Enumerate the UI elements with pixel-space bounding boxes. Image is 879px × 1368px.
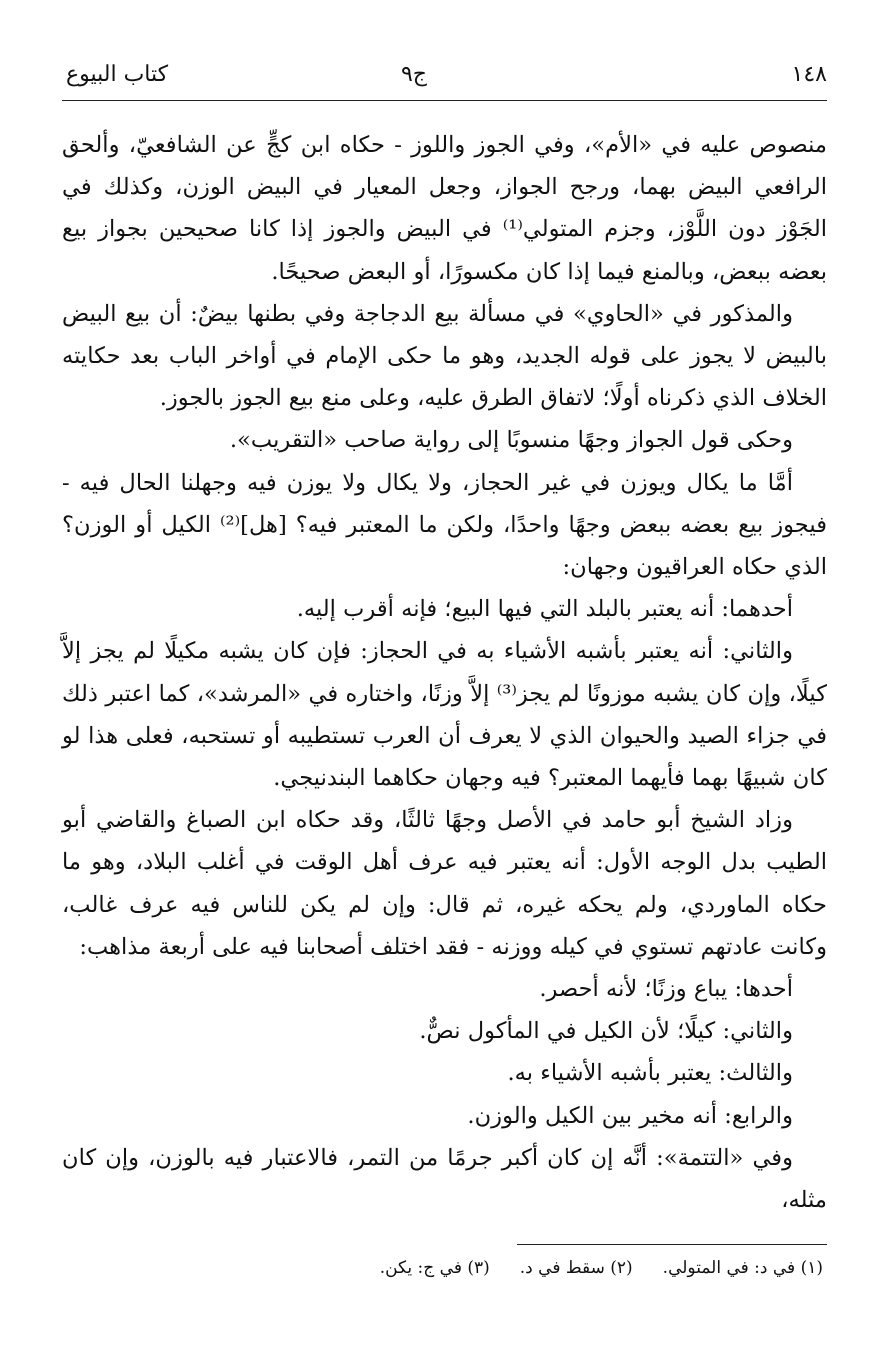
paragraph: أمَّا ما يكال ويوزن في غير الحجاز، ولا يكال ولا يوزن فيه وجهلنا الحال فيه - فيجوز بيع بعضه ببعض وجهًا واحدًا، ولكن ما المعتبر فيه؟ [هل]⁽²⁾ الكيل أو الوزن؟ الذي حكاه العراقيون وجهان:	[62, 469, 828, 581]
footnote-divider	[517, 1244, 827, 1245]
book-title: كتاب البيوع	[66, 62, 169, 87]
page-number: ١٤٨	[791, 62, 827, 87]
paragraph: والثاني: أنه يعتبر بأشبه الأشياء به في الحجاز: فإن كان يشبه مكيلًا لم يجز إلاَّ كيلًا، وإن كان يشبه موزونًا لم يجز⁽³⁾ إلاَّ وزنًا، واختاره في «المرشد»، كما اعتبر ذلك في جزاء الصيد والحيوان الذي لا يعرف أن العرب تستطيبه أو تستحبه، فعلى هذا لو كان شبيهًا بهما فأيهما المعتبر؟ فيه وجهان حكاهما البندنيجي.	[62, 638, 827, 792]
body-text	[62, 124, 827, 1221]
paragraph: والمذكور في «الحاوي» في مسألة بيع الدجاجة وفي بطنها بيضٌ: أن بيع البيض بالبيض لا يجوز على قوله الجديد، وهو ما حكى الإمام في أواخر الباب بعد حكايته الخلاف الذي ذكرناه أولًا؛ لاتفاق الطرق عليه، وعلى منع بيع الجوز بالجوز.	[62, 300, 827, 412]
paragraph: والثالث: يعتبر بأشبه الأشياء به.	[507, 1060, 793, 1087]
paragraph: وزاد الشيخ أبو حامد في الأصل وجهًا ثالثًا، وقد حكاه ابن الصباغ والقاضي أبو الطيب بدل الوجه الأول: أنه يعتبر فيه عرف أهل الوقت في أغلب البلاد، وهو ما حكاه الماوردي، ولم يحكه غيره، ثم قال: وإن لم يكن للناس فيه عرف غالب، وكانت عادتهم تستوي في كيله ووزنه - فقد اختلف أصحابنا فيه على أربعة مذاهب:	[62, 807, 827, 960]
paragraph: أحدهما: أنه يعتبر بالبلد التي فيها البيع؛ فإنه أقرب إليه.	[296, 596, 793, 623]
paragraph: وحكى قول الجواز وجهًا منسوبًا إلى رواية صاحب «التقريب».	[229, 427, 793, 454]
footnote-1: (١) في د: في المتولي.	[662, 1258, 823, 1278]
paragraph: والرابع: أنه مخير بين الكيل والوزن.	[467, 1102, 793, 1129]
paragraph: أحدها: يباع وزنًا؛ لأنه أحصر.	[539, 976, 793, 1003]
paragraph: والثاني: كيلًا؛ لأن الكيل في المأكول نصٌّ.	[419, 1018, 793, 1045]
volume-label: ج٩	[400, 62, 427, 87]
footnote-3: (٣) في ج: يكن.	[379, 1258, 490, 1278]
footnote-2: (٢) سقط في د.	[519, 1258, 633, 1278]
paragraph: منصوص عليه في «الأم»، وفي الجوز واللوز - حكاه ابن كجٍّ عن الشافعيّ، وألحق الرافعي البيض بهما، ورجح الجواز، وجعل المعيار في البيض الوزن، وكذلك في الجَوْز دون اللَّوْز، وجزم المتولي⁽¹⁾ في البيض والجوز إذا كانا صحيحين بجواز بيع بعضه ببعض، وبالمنع فيما إذا كان مكسورًا، أو البعض صحيحًا.	[62, 132, 827, 285]
footnotes	[380, 1258, 823, 1278]
paragraph: وفي «التتمة»: أنَّه إن كان أكبر جرمًا من التمر، فالاعتبار فيه بالوزن، وإن كان مثله،	[62, 1144, 827, 1214]
page-header	[62, 60, 827, 101]
